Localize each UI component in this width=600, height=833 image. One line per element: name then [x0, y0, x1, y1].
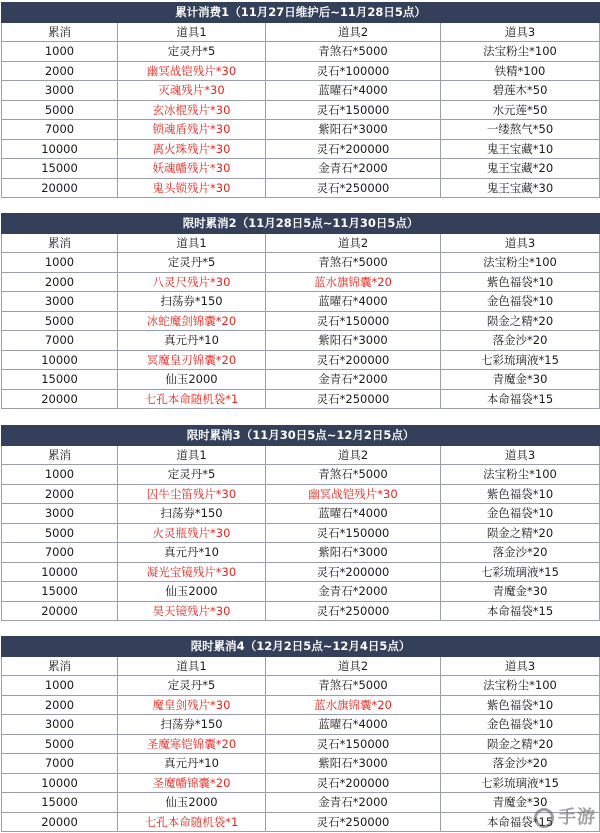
reward-item-cell: 青煞石*5000 — [266, 253, 441, 273]
table-row — [2, 601, 600, 621]
reward-item-cell: 囚牛尘笛残片*30 — [118, 484, 266, 504]
reward-item-cell: 定灵丹*5 — [118, 253, 266, 273]
reward-item-cell: 鬼王宝藏*20 — [441, 159, 600, 179]
spend-threshold-cell: 1000 — [2, 42, 118, 62]
table-row — [2, 543, 600, 563]
reward-item-cell: 法宝粉尘*100 — [441, 465, 600, 485]
spend-threshold-cell: 7000 — [2, 120, 118, 140]
spend-threshold-cell: 10000 — [2, 562, 118, 582]
reward-item-cell: 碧莲木*50 — [441, 81, 600, 101]
spend-threshold-cell: 20000 — [2, 178, 118, 198]
reward-item-cell: 仙玉2000 — [118, 582, 266, 602]
reward-item-cell: 紫阳石*3000 — [266, 331, 441, 351]
reward-item-cell: 金青石*2000 — [266, 159, 441, 179]
reward-item-cell: 法宝粉尘*100 — [441, 676, 600, 696]
reward-item-cell: 金青石*2000 — [266, 370, 441, 390]
reward-item-cell: 陨金之精*20 — [441, 734, 600, 754]
table-row — [2, 754, 600, 774]
spend-threshold-cell: 2000 — [2, 484, 118, 504]
reward-item-cell: 蓝水旗锦囊*20 — [266, 272, 441, 292]
spend-threshold-cell: 1000 — [2, 253, 118, 273]
table-row — [2, 253, 600, 273]
table-header-row — [2, 656, 600, 676]
reward-item-cell: 仙玉2000 — [118, 793, 266, 813]
reward-item-cell: 灵石*250000 — [266, 812, 441, 832]
spend-threshold-cell: 20000 — [2, 389, 118, 409]
site-watermark — [486, 805, 596, 831]
reward-item-cell: 紫色福袋*10 — [441, 695, 600, 715]
column-header: 道具3 — [441, 656, 600, 676]
reward-item-cell: 灭魂残片*30 — [118, 81, 266, 101]
reward-item-cell: 青煞石*5000 — [266, 465, 441, 485]
reward-item-cell: 八灵尺残片*30 — [118, 272, 266, 292]
table-row — [2, 676, 600, 696]
column-header: 道具1 — [118, 445, 266, 465]
reward-item-cell: 灵石*150000 — [266, 523, 441, 543]
table-title: 限时累消4（12月2日5点~12月4日5点） — [2, 637, 600, 657]
reward-item-cell: 青魔金*30 — [441, 793, 600, 813]
reward-item-cell: 蓝曜石*4000 — [266, 292, 441, 312]
reward-item-cell: 灵石*150000 — [266, 311, 441, 331]
reward-item-cell: 扫荡券*150 — [118, 715, 266, 735]
reward-item-cell: 灵石*150000 — [266, 100, 441, 120]
spend-threshold-cell: 3000 — [2, 81, 118, 101]
table-row — [2, 504, 600, 524]
reward-item-cell: 落金沙*20 — [441, 754, 600, 774]
table-title: 累计消费1（11月27日维护后~11月28日5点） — [2, 3, 600, 23]
table-row — [2, 695, 600, 715]
column-header: 道具1 — [118, 656, 266, 676]
watermark-logo-icon — [534, 808, 554, 828]
spend-threshold-cell: 2000 — [2, 61, 118, 81]
reward-item-cell: 金色福袋*10 — [441, 715, 600, 735]
reward-item-cell: 扫荡券*150 — [118, 504, 266, 524]
spend-threshold-cell: 15000 — [2, 370, 118, 390]
reward-item-cell: 七彩琉璃液*15 — [441, 773, 600, 793]
reward-item-cell: 本命福袋*15 — [441, 812, 600, 832]
reward-item-cell: 本命福袋*15 — [441, 601, 600, 621]
column-header: 累消 — [2, 445, 118, 465]
reward-item-cell: 鬼头锁残片*30 — [118, 178, 266, 198]
table-row — [2, 734, 600, 754]
table-header-row — [2, 233, 600, 253]
reward-item-cell: 七孔本命随机袋*1 — [118, 389, 266, 409]
reward-item-cell: 火灵瓶残片*30 — [118, 523, 266, 543]
reward-item-cell: 灵石*250000 — [266, 601, 441, 621]
reward-item-cell: 落金沙*20 — [441, 543, 600, 563]
column-header: 累消 — [2, 22, 118, 42]
reward-item-cell: 金色福袋*10 — [441, 504, 600, 524]
reward-item-cell: 青煞石*5000 — [266, 42, 441, 62]
reward-item-cell: 离火珠残片*30 — [118, 139, 266, 159]
reward-item-cell: 幽冥战铠残片*30 — [118, 61, 266, 81]
spend-threshold-cell: 2000 — [2, 695, 118, 715]
reward-item-cell: 金青石*2000 — [266, 582, 441, 602]
reward-item-cell: 铁精*100 — [441, 61, 600, 81]
table-header-row — [2, 22, 600, 42]
reward-item-cell: 定灵丹*5 — [118, 465, 266, 485]
reward-item-cell: 锁魂盾残片*30 — [118, 120, 266, 140]
watermark-text: 手游 — [558, 807, 596, 828]
table-row — [2, 715, 600, 735]
table-row — [2, 61, 600, 81]
reward-item-cell: 真元丹*10 — [118, 754, 266, 774]
reward-item-cell: 玄冰棍残片*30 — [118, 100, 266, 120]
table-title: 限时累消3（11月30日5点~12月2日5点） — [2, 426, 600, 446]
reward-item-cell: 蓝水旗锦囊*20 — [266, 695, 441, 715]
spend-threshold-cell: 15000 — [2, 793, 118, 813]
column-header: 道具3 — [441, 445, 600, 465]
table-row — [2, 465, 600, 485]
table-row — [2, 292, 600, 312]
reward-item-cell: 蓝曜石*4000 — [266, 504, 441, 524]
column-header: 累消 — [2, 656, 118, 676]
reward-item-cell: 灵石*200000 — [266, 139, 441, 159]
spend-threshold-cell: 20000 — [2, 812, 118, 832]
reward-item-cell: 法宝粉尘*100 — [441, 42, 600, 62]
table-row — [2, 389, 600, 409]
table-row — [2, 311, 600, 331]
reward-item-cell: 金青石*2000 — [266, 793, 441, 813]
spend-threshold-cell: 5000 — [2, 523, 118, 543]
spend-threshold-cell: 5000 — [2, 734, 118, 754]
reward-table-4 — [1, 636, 600, 832]
reward-item-cell: 灵石*100000 — [266, 61, 441, 81]
reward-table-1 — [1, 2, 600, 198]
spend-threshold-cell: 10000 — [2, 350, 118, 370]
spend-threshold-cell: 5000 — [2, 100, 118, 120]
table-title: 限时累消2（11月28日5点~11月30日5点） — [2, 214, 600, 234]
table-row — [2, 139, 600, 159]
column-header: 道具2 — [266, 22, 441, 42]
reward-item-cell: 紫色福袋*10 — [441, 272, 600, 292]
column-header: 道具3 — [441, 233, 600, 253]
table-row — [2, 523, 600, 543]
spend-threshold-cell: 7000 — [2, 331, 118, 351]
table-row — [2, 484, 600, 504]
table-row — [2, 100, 600, 120]
reward-item-cell: 金色福袋*10 — [441, 292, 600, 312]
spend-threshold-cell: 10000 — [2, 139, 118, 159]
reward-item-cell: 灵石*250000 — [266, 178, 441, 198]
reward-item-cell: 圣魔寒铠锦囊*20 — [118, 734, 266, 754]
reward-item-cell: 落金沙*20 — [441, 331, 600, 351]
reward-item-cell: 扫荡券*150 — [118, 292, 266, 312]
reward-item-cell: 紫色福袋*10 — [441, 484, 600, 504]
reward-item-cell: 魔皇剑残片*30 — [118, 695, 266, 715]
table-row — [2, 42, 600, 62]
spend-threshold-cell: 10000 — [2, 773, 118, 793]
spend-threshold-cell: 1000 — [2, 676, 118, 696]
table-row — [2, 562, 600, 582]
reward-item-cell: 真元丹*10 — [118, 543, 266, 563]
reward-item-cell: 七孔本命随机袋*1 — [118, 812, 266, 832]
table-row — [2, 120, 600, 140]
reward-item-cell: 灵石*200000 — [266, 562, 441, 582]
reward-item-cell: 定灵丹*5 — [118, 42, 266, 62]
table-row — [2, 159, 600, 179]
spend-threshold-cell: 20000 — [2, 601, 118, 621]
table-title-row — [2, 426, 600, 446]
reward-item-cell: 法宝粉尘*100 — [441, 253, 600, 273]
table-row — [2, 331, 600, 351]
spend-threshold-cell: 7000 — [2, 543, 118, 563]
reward-item-cell: 紫阳石*3000 — [266, 543, 441, 563]
reward-item-cell: 蓝曜石*4000 — [266, 715, 441, 735]
reward-item-cell: 鬼王宝藏*30 — [441, 178, 600, 198]
reward-item-cell: 青煞石*5000 — [266, 676, 441, 696]
column-header: 道具3 — [441, 22, 600, 42]
column-header: 道具1 — [118, 22, 266, 42]
reward-item-cell: 紫阳石*3000 — [266, 754, 441, 774]
spend-threshold-cell: 15000 — [2, 159, 118, 179]
reward-item-cell: 仙玉2000 — [118, 370, 266, 390]
reward-item-cell: 青魔金*30 — [441, 370, 600, 390]
reward-item-cell: 紫阳石*3000 — [266, 120, 441, 140]
reward-item-cell: 灵石*250000 — [266, 389, 441, 409]
spend-threshold-cell: 3000 — [2, 715, 118, 735]
reward-item-cell: 鬼王宝藏*10 — [441, 139, 600, 159]
spend-threshold-cell: 15000 — [2, 582, 118, 602]
reward-item-cell: 灵石*150000 — [266, 734, 441, 754]
table-title-row — [2, 637, 600, 657]
reward-item-cell: 灵石*200000 — [266, 773, 441, 793]
table-title-row — [2, 3, 600, 23]
table-row — [2, 582, 600, 602]
reward-item-cell: 灵石*200000 — [266, 350, 441, 370]
column-header: 道具1 — [118, 233, 266, 253]
reward-item-cell: 定灵丹*5 — [118, 676, 266, 696]
spend-threshold-cell: 3000 — [2, 504, 118, 524]
reward-item-cell: 青魔金*30 — [441, 582, 600, 602]
column-header: 道具2 — [266, 656, 441, 676]
spend-threshold-cell: 3000 — [2, 292, 118, 312]
reward-item-cell: 冥魔皇刃锦囊*20 — [118, 350, 266, 370]
spend-threshold-cell: 2000 — [2, 272, 118, 292]
spend-threshold-cell: 1000 — [2, 465, 118, 485]
reward-item-cell: 幽冥战铠残片*30 — [266, 484, 441, 504]
table-row — [2, 370, 600, 390]
table-row — [2, 350, 600, 370]
reward-item-cell: 蓝曜石*4000 — [266, 81, 441, 101]
reward-item-cell: 七彩琉璃液*15 — [441, 350, 600, 370]
reward-table-2 — [1, 213, 600, 409]
table-row — [2, 178, 600, 198]
table-header-row — [2, 445, 600, 465]
reward-item-cell: 凝光宝镜残片*30 — [118, 562, 266, 582]
reward-item-cell: 真元丹*10 — [118, 331, 266, 351]
reward-item-cell: 昊天镜残片*30 — [118, 601, 266, 621]
table-row — [2, 81, 600, 101]
reward-item-cell: 圣魔幡锦囊*20 — [118, 773, 266, 793]
reward-item-cell: 妖魂幡残片*30 — [118, 159, 266, 179]
table-title-row — [2, 214, 600, 234]
table-row — [2, 272, 600, 292]
reward-table-3 — [1, 425, 600, 621]
reward-item-cell: 水元莲*50 — [441, 100, 600, 120]
reward-item-cell: 陨金之精*20 — [441, 311, 600, 331]
reward-item-cell: 一缕熬气*50 — [441, 120, 600, 140]
reward-item-cell: 本命福袋*15 — [441, 389, 600, 409]
table-row — [2, 773, 600, 793]
column-header: 累消 — [2, 233, 118, 253]
reward-item-cell: 陨金之精*20 — [441, 523, 600, 543]
column-header: 道具2 — [266, 445, 441, 465]
spend-threshold-cell: 5000 — [2, 311, 118, 331]
spend-threshold-cell: 7000 — [2, 754, 118, 774]
reward-item-cell: 七彩琉璃液*15 — [441, 562, 600, 582]
reward-item-cell: 冰蛇魔剑锦囊*20 — [118, 311, 266, 331]
column-header: 道具2 — [266, 233, 441, 253]
